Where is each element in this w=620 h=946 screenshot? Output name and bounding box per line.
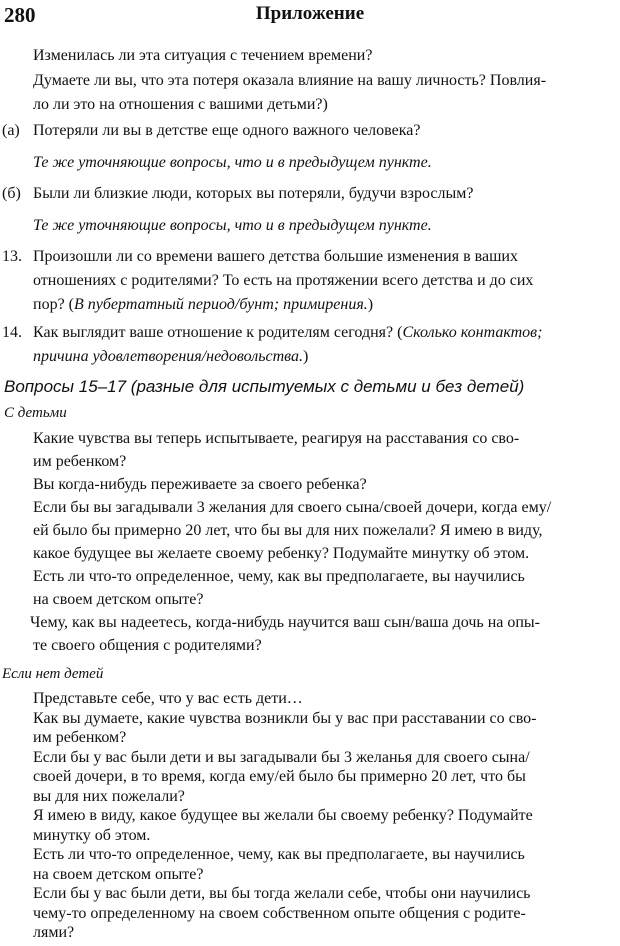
page-number: 280: [4, 3, 36, 27]
intro-line-1: Изменилась ли эта ситуация с течением времени?: [33, 47, 373, 64]
with-children-line: Чему, как вы надеетесь, когда-нибудь научится ваш сын/ваша дочь на опы-: [30, 614, 540, 631]
with-children-line: какое будущее вы желаете своему ребенку? Подумайте минутку об этом.: [33, 545, 530, 562]
item-14-line-2-italic: причина удовлетворения/недовольства.: [33, 348, 303, 365]
intro-line-2: Думаете ли вы, что эта потеря оказала влияние на вашу личность? Повлия-: [33, 72, 547, 89]
without-children-line: чему-то определенному на своем собственном опыте общения с родите-: [33, 904, 526, 922]
item-14-line-1-plain: Как выглядит ваше отношение к родителям сегодня? (: [33, 324, 403, 341]
item-b-marker: (б): [2, 185, 21, 202]
with-children-line: Есть ли что-то определенное, чему, как вы предполагаете, вы научились: [33, 568, 525, 585]
item-13-line-3-plain: пор? (: [33, 296, 74, 313]
with-children-line: Если бы вы загадывали 3 желания для своего сына/своей дочери, когда ему/: [33, 499, 552, 516]
item-13-line-1: Произошли ли со времени вашего детства большие изменения в ваших: [33, 248, 518, 265]
item-a-question: Потеряли ли вы в детстве еще одного важного человека?: [33, 122, 421, 139]
item-13-line-3-tail: ): [367, 296, 374, 313]
with-children-line: им ребенком?: [33, 453, 127, 470]
running-title: Приложение: [255, 3, 365, 24]
with-children-line: на своем детском опыте?: [33, 591, 204, 608]
without-children-line: вы для них пожелали?: [33, 787, 185, 805]
without-children-line: Представьте себе, что у вас есть дети…: [33, 690, 303, 707]
without-children-line: Я имею в виду, какое будущее вы желали бы своему ребенку? Подумайте: [33, 807, 533, 824]
item-14-line-2-tail: ): [302, 348, 309, 365]
section-heading: Вопросы 15–17 (разные для испытуемых с детьми и без детей): [4, 377, 525, 396]
without-children-label: Если нет детей: [2, 666, 104, 682]
without-children-line: Если бы у вас были дети и вы загадывали бы 3 желанья для своего сына/: [33, 748, 530, 766]
item-14-line-1-italic: Сколько контактов;: [402, 324, 543, 341]
item-13-line-3: [33, 294, 373, 315]
without-children-line: своей дочери, в то время, когда ему/ей было бы примерно 20 лет, что бы: [33, 768, 526, 785]
without-children-line: Есть ли что-то определенное, чему, как вы предполагаете, вы научились: [33, 846, 525, 863]
without-children-line: лями?: [33, 924, 75, 941]
item-14-number: 14.: [2, 324, 22, 341]
item-a-note: Те же уточняющие вопросы, что и в предыдущем пункте.: [33, 154, 432, 171]
item-14-line-1: [33, 322, 542, 343]
item-13-number: 13.: [2, 248, 22, 265]
without-children-line: минутку об этом.: [33, 826, 151, 844]
with-children-line: ей было бы примерно 20 лет, что бы вы для них пожелали? Я имею в виду,: [33, 522, 543, 539]
intro-line-3: ло ли это на отношения с вашими детьми?): [33, 96, 328, 113]
item-14-line-2: [33, 346, 308, 367]
item-13-line-2: отношениях с родителями? То есть на протяжении всего детства и до сих: [33, 272, 534, 289]
without-children-line: Если бы у вас были дети, вы бы тогда желали себе, чтобы они научились: [33, 885, 531, 902]
page-header: [4, 3, 616, 29]
item-b-question: Были ли близкие люди, которых вы потеряли, будучи взрослым?: [33, 185, 474, 202]
without-children-line: им ребенком?: [33, 729, 127, 746]
without-children-line: на своем детском опыте?: [33, 865, 204, 883]
with-children-line: те своего общения с родителями?: [33, 637, 262, 654]
item-13-line-3-italic: В пубертатный период/бунт; примирения.: [74, 296, 368, 313]
item-a-marker: (а): [2, 122, 20, 139]
item-b-note: Те же уточняющие вопросы, что и в предыдущем пункте.: [33, 217, 432, 234]
with-children-label: С детьми: [4, 405, 67, 421]
with-children-line: Какие чувства вы теперь испытываете, реагируя на расставания со сво-: [33, 430, 520, 447]
with-children-line: Вы когда-нибудь переживаете за своего ребенка?: [33, 476, 367, 493]
without-children-line: Как вы думаете, какие чувства возникли бы у вас при расставании со сво-: [33, 709, 537, 727]
